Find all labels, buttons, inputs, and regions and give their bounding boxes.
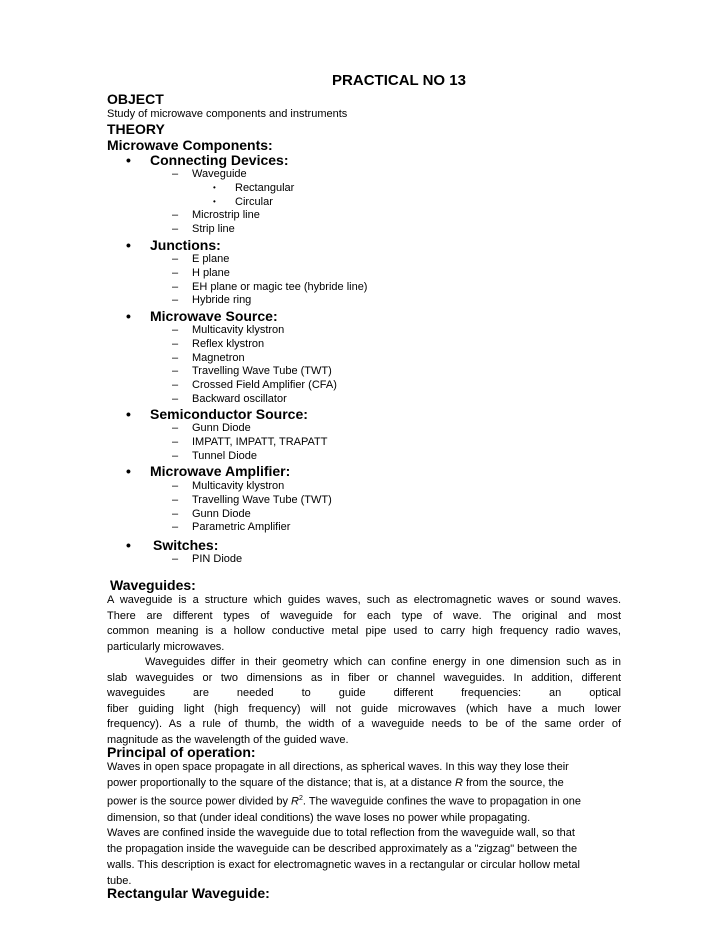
text-line: Waveguides differ in their geometry which can confine energy in one dimension such as in: [145, 656, 621, 668]
item-label: EH plane or magic tee (hybride line): [192, 281, 368, 293]
bullet-icon: •: [126, 237, 131, 253]
group-junctions: [126, 237, 221, 253]
group-label: Connecting Devices:: [150, 152, 289, 168]
list-item: [172, 521, 290, 533]
list-item: [172, 352, 245, 364]
list-item: [172, 267, 230, 279]
list-item: [172, 338, 264, 350]
list-item: [172, 553, 242, 565]
list-item: [172, 379, 337, 391]
text-line: magnitude as the wavelength of the guided wave.: [107, 733, 349, 746]
principle-paragraph: [107, 760, 621, 889]
dash-icon: –: [172, 267, 179, 279]
list-item: [172, 450, 257, 462]
principle-heading: Principal of operation:: [107, 744, 256, 760]
list-item: [172, 508, 251, 520]
item-label: Gunn Diode: [192, 422, 251, 434]
text-line: common meaning is a hollow conductive metal pipe used to carry high frequency radio waves,: [107, 625, 621, 637]
dash-icon: –: [172, 508, 179, 520]
sub-list-item: [213, 182, 294, 194]
list-item: [172, 480, 284, 492]
text-line: slab waveguides or two dimensions as in fiber or channel waveguides. In addition, different: [107, 671, 621, 684]
list-item: [172, 422, 251, 434]
item-label: Multicavity klystron: [192, 480, 285, 492]
item-label: Travelling Wave Tube (TWT): [192, 365, 332, 377]
sub-list-item: [213, 196, 273, 208]
dash-icon: –: [172, 281, 179, 293]
page-title: PRACTICAL NO 13: [332, 72, 466, 89]
text-line: waveguides are needed to guide different frequencies: an optical: [107, 687, 621, 699]
group-label: Microwave Source:: [150, 308, 278, 324]
item-label: H plane: [192, 267, 230, 279]
text-line: the propagation inside the waveguide can be described approximately as a "zigzag" between the: [107, 843, 578, 856]
group-label: Junctions:: [150, 237, 221, 253]
list-item: [172, 253, 229, 265]
object-heading: OBJECT: [107, 91, 164, 107]
dash-icon: –: [172, 379, 179, 391]
text-line: walls. This description is exact for electromagnetic waves in a rectangular or circular hollow metal: [107, 858, 580, 871]
dash-icon: –: [172, 209, 179, 221]
text-line: dimension, so that (under ideal conditions) the wave loses no power while propagating.: [107, 811, 531, 824]
object-text: Study of microwave components and instruments: [107, 108, 348, 120]
list-item: [172, 223, 235, 235]
list-item: [172, 294, 251, 306]
bullet-icon: •: [126, 463, 131, 479]
components-heading: Microwave Components:: [107, 137, 273, 153]
item-label: Circular: [235, 196, 273, 208]
text-run: from the source, the: [462, 776, 564, 789]
item-label: Crossed Field Amplifier (CFA): [192, 379, 337, 391]
group-semiconductor-source: [126, 406, 308, 422]
list-item: [172, 436, 327, 448]
dash-icon: –: [172, 436, 179, 448]
dash-icon: –: [172, 553, 179, 565]
text-line: [107, 776, 621, 792]
text-line: frequency). As a rule of thumb, the width of a waveguide needs to be of the same order of: [107, 718, 621, 730]
variable-r: R: [454, 776, 463, 789]
dash-icon: –: [172, 338, 179, 350]
waveguides-heading: Waveguides:: [110, 577, 196, 593]
text-line: There are different types of waveguide for each type of wave. The original and most: [107, 609, 621, 622]
list-item: [172, 494, 332, 506]
item-label: Microstrip line: [192, 209, 260, 221]
group-connecting-devices: [126, 152, 288, 168]
group-switches: [126, 537, 218, 553]
list-item: [172, 209, 260, 221]
item-label: PIN Diode: [192, 553, 243, 565]
dash-icon: –: [172, 450, 179, 462]
text-line: Waves in open space propagate in all directions, as spherical waves. In this way they lose their: [107, 761, 569, 773]
text-run: . The waveguide confines the wave to propagation in one: [302, 796, 581, 809]
item-label: Parametric Amplifier: [192, 521, 291, 533]
item-label: Multicavity klystron: [192, 324, 285, 336]
dash-icon: –: [172, 365, 179, 377]
group-label: Microwave Amplifier:: [150, 463, 291, 479]
bullet-icon: •: [126, 152, 131, 168]
group-microwave-source: [126, 308, 278, 324]
bullet-icon: •: [126, 406, 131, 422]
item-label: Gunn Diode: [192, 508, 251, 520]
group-microwave-amplifier: [126, 463, 290, 479]
item-label: Waveguide: [192, 168, 247, 180]
text-line: Waves are confined inside the waveguide due to total reflection from the waveguide wall, so that: [107, 827, 575, 840]
text-line: particularly microwaves.: [107, 640, 225, 653]
dash-icon: –: [172, 294, 179, 306]
dash-icon: –: [172, 352, 179, 364]
item-label: Travelling Wave Tube (TWT): [192, 494, 332, 506]
theory-heading: THEORY: [107, 121, 165, 137]
dash-icon: –: [172, 480, 179, 492]
bullet-icon: •: [126, 308, 131, 324]
bullet-icon: •: [213, 183, 216, 192]
item-label: Tunnel Diode: [192, 450, 258, 462]
dash-icon: –: [172, 393, 179, 405]
item-label: Hybride ring: [192, 294, 252, 306]
list-item: [172, 393, 287, 405]
item-label: Rectangular: [235, 182, 295, 194]
text-line: fiber guiding light (high frequency) will not guide microwaves (which have a much lower: [107, 702, 621, 715]
list-item: [172, 168, 247, 180]
dash-icon: –: [172, 168, 179, 180]
item-label: IMPATT, IMPATT, TRAPATT: [192, 436, 328, 448]
item-label: E plane: [192, 253, 230, 265]
item-label: Backward oscillator: [192, 393, 287, 405]
waveguides-paragraph: [107, 593, 621, 748]
list-item: [172, 324, 284, 336]
item-label: Reflex klystron: [192, 338, 265, 350]
dash-icon: –: [172, 324, 179, 336]
text-run: power is the source power divided by: [107, 796, 292, 809]
bullet-icon: •: [126, 537, 131, 553]
dash-icon: –: [172, 494, 179, 506]
list-item: [172, 365, 332, 377]
group-label: Switches:: [153, 537, 219, 553]
bullet-icon: •: [213, 197, 216, 206]
dash-icon: –: [172, 223, 179, 235]
text-line: [107, 791, 621, 810]
list-item: [172, 281, 367, 293]
dash-icon: –: [172, 422, 179, 434]
item-label: Strip line: [192, 223, 235, 235]
group-label: Semiconductor Source:: [150, 406, 308, 422]
variable-r: R: [291, 796, 299, 809]
text-line: tube.: [107, 874, 132, 887]
item-label: Magnetron: [192, 352, 245, 364]
dash-icon: –: [172, 253, 179, 265]
rectangular-waveguide-heading: Rectangular Waveguide:: [107, 885, 270, 901]
dash-icon: –: [172, 521, 179, 533]
exponent: 2: [299, 795, 303, 803]
text-line: A waveguide is a structure which guides waves, such as electromagnetic waves or sound waves.: [107, 594, 621, 606]
text-run: power proportionally to the square of the distance; that is, at a distance: [107, 776, 455, 789]
